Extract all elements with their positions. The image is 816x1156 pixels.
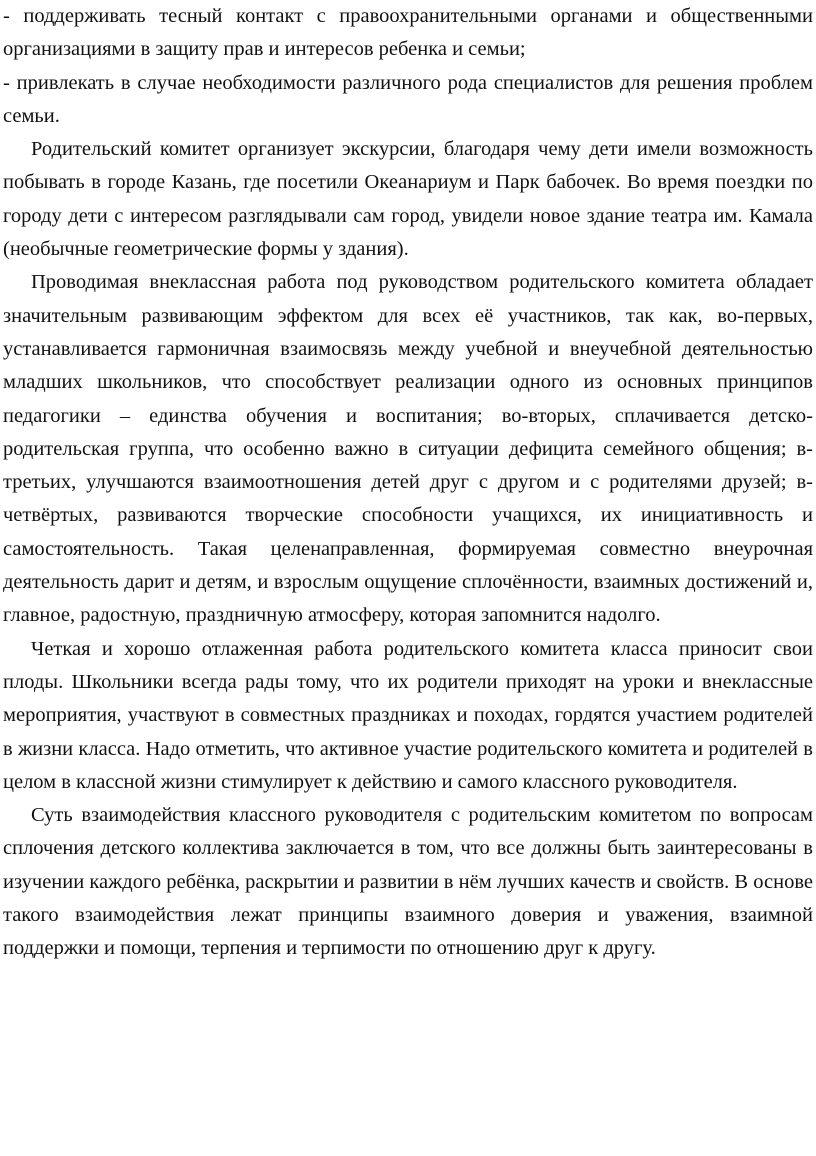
paragraph-list-item-2: - привлекать в случае необходимости различного рода специалистов для решения проблем семьи. — [3, 71, 813, 127]
paragraph-list-item-1: - поддерживать тесный контакт с правоохранительными органами и общественными организациями в защиту прав и интересов ребенка и семьи; — [3, 5, 813, 61]
paragraph-committee-results: Четкая и хорошо отлаженная работа родительского комитета класса приносит свои плоды. Школьники всегда рады тому, что их родители приходят на уроки и внеклассные мероприятия, участвуют в совместных праздниках и походах, гордятся участием родителей в жизни класса. Надо отметить, что активное участие родительского комитета и родителей в целом в классной жизни стимулирует к действию и самого классного руководителя. — [3, 637, 813, 793]
paragraph-interaction-essence: Суть взаимодействия классного руководителя с родительским комитетом по вопросам сплочения детского коллектива заключается в том, что все должны быть заинтересованы в изучении каждого ребёнка, раскрытии и развитии в нём лучших качеств и свойств. В основе такого взаимодействия лежат принципы взаимного доверия и уважения, взаимной поддержки и помощи, терпения и терпимости по отношению друг к другу. — [3, 804, 813, 960]
paragraph-excursions: Родительский комитет организует экскурсии, благодаря чему дети имели возможность побывать в городе Казань, где посетили Океанариум и Парк бабочек. Во время поездки по городу дети с интересом разглядывали сам город, увидели новое здание театра им. Камала (необычные геометрические формы у здания). — [3, 138, 813, 261]
document-page — [3, 0, 813, 966]
paragraph-extracurricular-work: Проводимая внеклассная работа под руководством родительского комитета обладает значительным развивающим эффектом для всех её участников, так как, во-первых, устанавливается гармоничная взаимосвязь между учебной и внеучебной деятельностью младших школьников, что способствует реализации одного из основных принципов педагогики – единства обучения и воспитания; во-вторых, сплачивается детско-родительская группа, что особенно важно в ситуации дефицита семейного общения; в-третьих, улучшаются взаимоотношения детей друг с другом и с родителями друзей; в-четвёртых, развиваются творческие способности учащихся, их инициативность и самостоятельность. Такая целенаправленная, формируемая совместно внеурочная деятельность дарит и детям, и взрослым ощущение сплочённости, взаимных достижений и, главное, радостную, праздничную атмосферу, которая запомнится надолго. — [3, 271, 813, 627]
